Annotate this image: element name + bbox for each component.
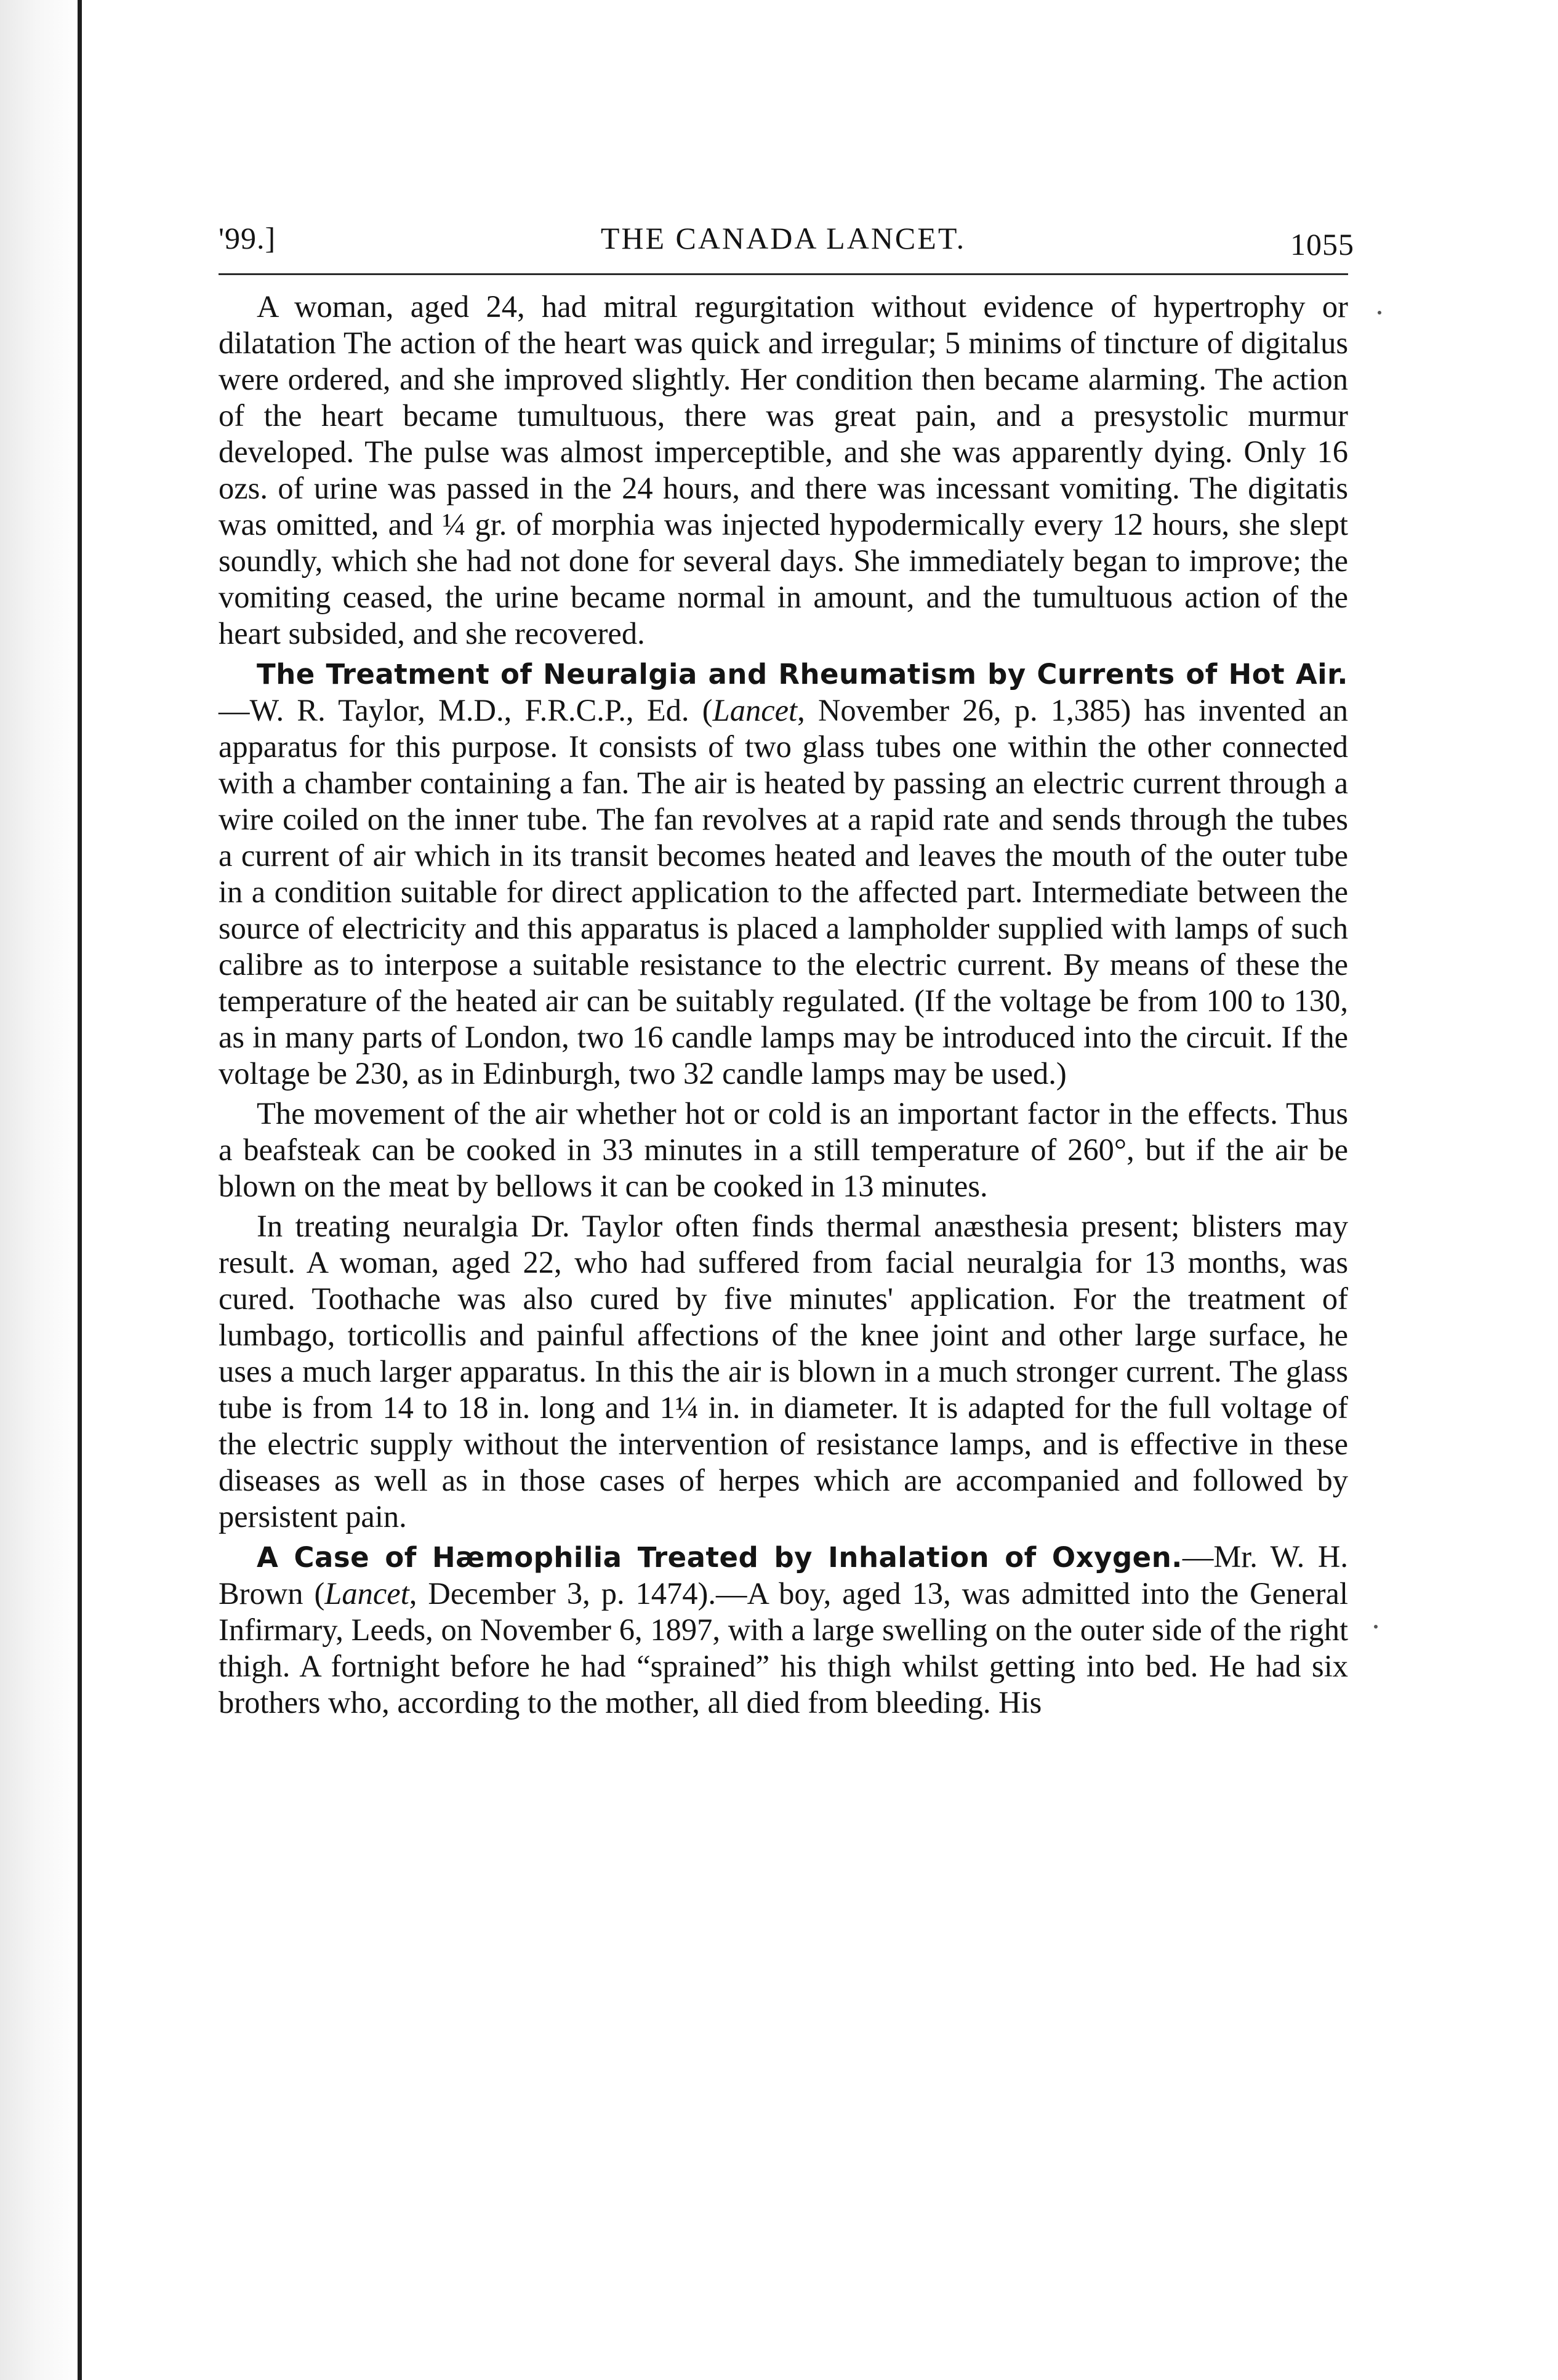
journal-page (219, 209, 1354, 1721)
running-head (219, 209, 1354, 265)
citation-author: —W. R. Taylor, M.D., F.R.C.P., Ed. ( (219, 693, 713, 727)
citation-journal: Lancet (324, 1576, 409, 1611)
paragraph-text: A woman, aged 24, had mitral regurgitation without evidence of hypertrophy or dilatation The action of the heart was quick and irregular; 5 minims of tincture of digitalus were ordered, and she improved slightly. Her condition then became alarming. The action of the heart became tumultuous, there was great pain, and a presystolic murmur developed. The pulse was almost imperceptible, and she was apparently dying. Only 16 ozs. of urine was passed in the 24 hours, and there was incessant vomiting. The digitatis was omitted, and ¼ gr. of morphia was injected hypodermically every 12 hours, she slept soundly, which she had not done for several days. She immediately began to improve; the vomiting ceased, the urine became normal in amount, and the tumultuous action of the heart subsided, and she recovered. (219, 289, 1348, 651)
binding-edge-line (78, 0, 82, 2380)
paragraph-text: The movement of the air whether hot or cold is an important factor in the effects. Thus a beafsteak can be cooked in 33 minutes in a still temperature of 260°, but if the air be blown on the meat by bellows it can be cooked in 13 minutes. (219, 1096, 1348, 1203)
binding-shadow (0, 0, 80, 2380)
citation-author: —Mr. W. H. Brown ( (219, 1539, 1348, 1611)
header-rule (219, 273, 1348, 275)
paragraph-hot-air-treatment (219, 655, 1348, 1092)
section-heading: A Case of Hæmophilia Treated by Inhalation of Oxygen. (257, 1541, 1183, 1574)
paragraph-text: , November 26, p. 1,385) has invented an apparatus for this purpose. It consists of two glass tubes one within the other connected with a chamber containing a fan. The air is heated by passing an electric current through a wire coiled on the inner tube. The fan revolves at a rapid rate and sends through the tubes a current of air which in its transit becomes heated and leaves the mouth of the outer tube in a condition suitable for direct application to the affected part. Intermediate between the source of electricity and this apparatus is placed a lampholder supplied with lamps of such calibre as to interpose a suitable resistance to the electric current. By means of these the temperature of the heated air can be suitably regulated. (If the voltage be from 100 to 130, as in many parts of London, two 16 candle lamps may be introduced into the circuit. If the voltage be 230, as in Edinburgh, two 32 candle lamps may be used.) (219, 693, 1348, 1091)
paragraph-air-movement (219, 1096, 1348, 1204)
print-speck (1378, 311, 1381, 315)
page-number: 1055 (1290, 227, 1354, 262)
article-body (219, 289, 1348, 1721)
print-speck (1374, 1625, 1378, 1629)
running-head-year: '99.] (219, 221, 276, 255)
paragraph-text: , December 3, p. 1474).—A boy, aged 13, was admitted into the General Infirmary, Leeds, on November 6, 1897, with a large swelling on the outer side of the right thigh. A fortnight before he had “sprained” his thigh whilst getting into bed. He had six brothers who, according to the mother, all died from bleeding. His (219, 1576, 1348, 1720)
section-heading: The Treatment of Neuralgia and Rheumatism by Currents of Hot Air. (257, 658, 1348, 691)
paragraph-mitral-case (219, 289, 1348, 652)
citation-journal: Lancet (712, 693, 798, 727)
paragraph-neuralgia-results (219, 1208, 1348, 1535)
paragraph-text: In treating neuralgia Dr. Taylor often finds thermal anæsthesia present; blisters may result. A woman, aged 22, who had suffered from facial neuralgia for 13 months, was cured. Toothache was also cured by five minutes' application. For the treatment of lumbago, torticollis and painful affections of the knee joint and other large surface, he uses a much larger apparatus. In this the air is blown in a much stronger current. The glass tube is from 14 to 18 in. long and 1¼ in. in diameter. It is adapted for the full voltage of the electric supply without the intervention of resistance lamps, and is effective in these diseases as well as in those cases of herpes which are accompanied and followed by persistent pain. (219, 1209, 1348, 1534)
running-head-journal-title: THE CANADA LANCET. (600, 221, 966, 255)
paragraph-haemophilia-case (219, 1539, 1348, 1721)
